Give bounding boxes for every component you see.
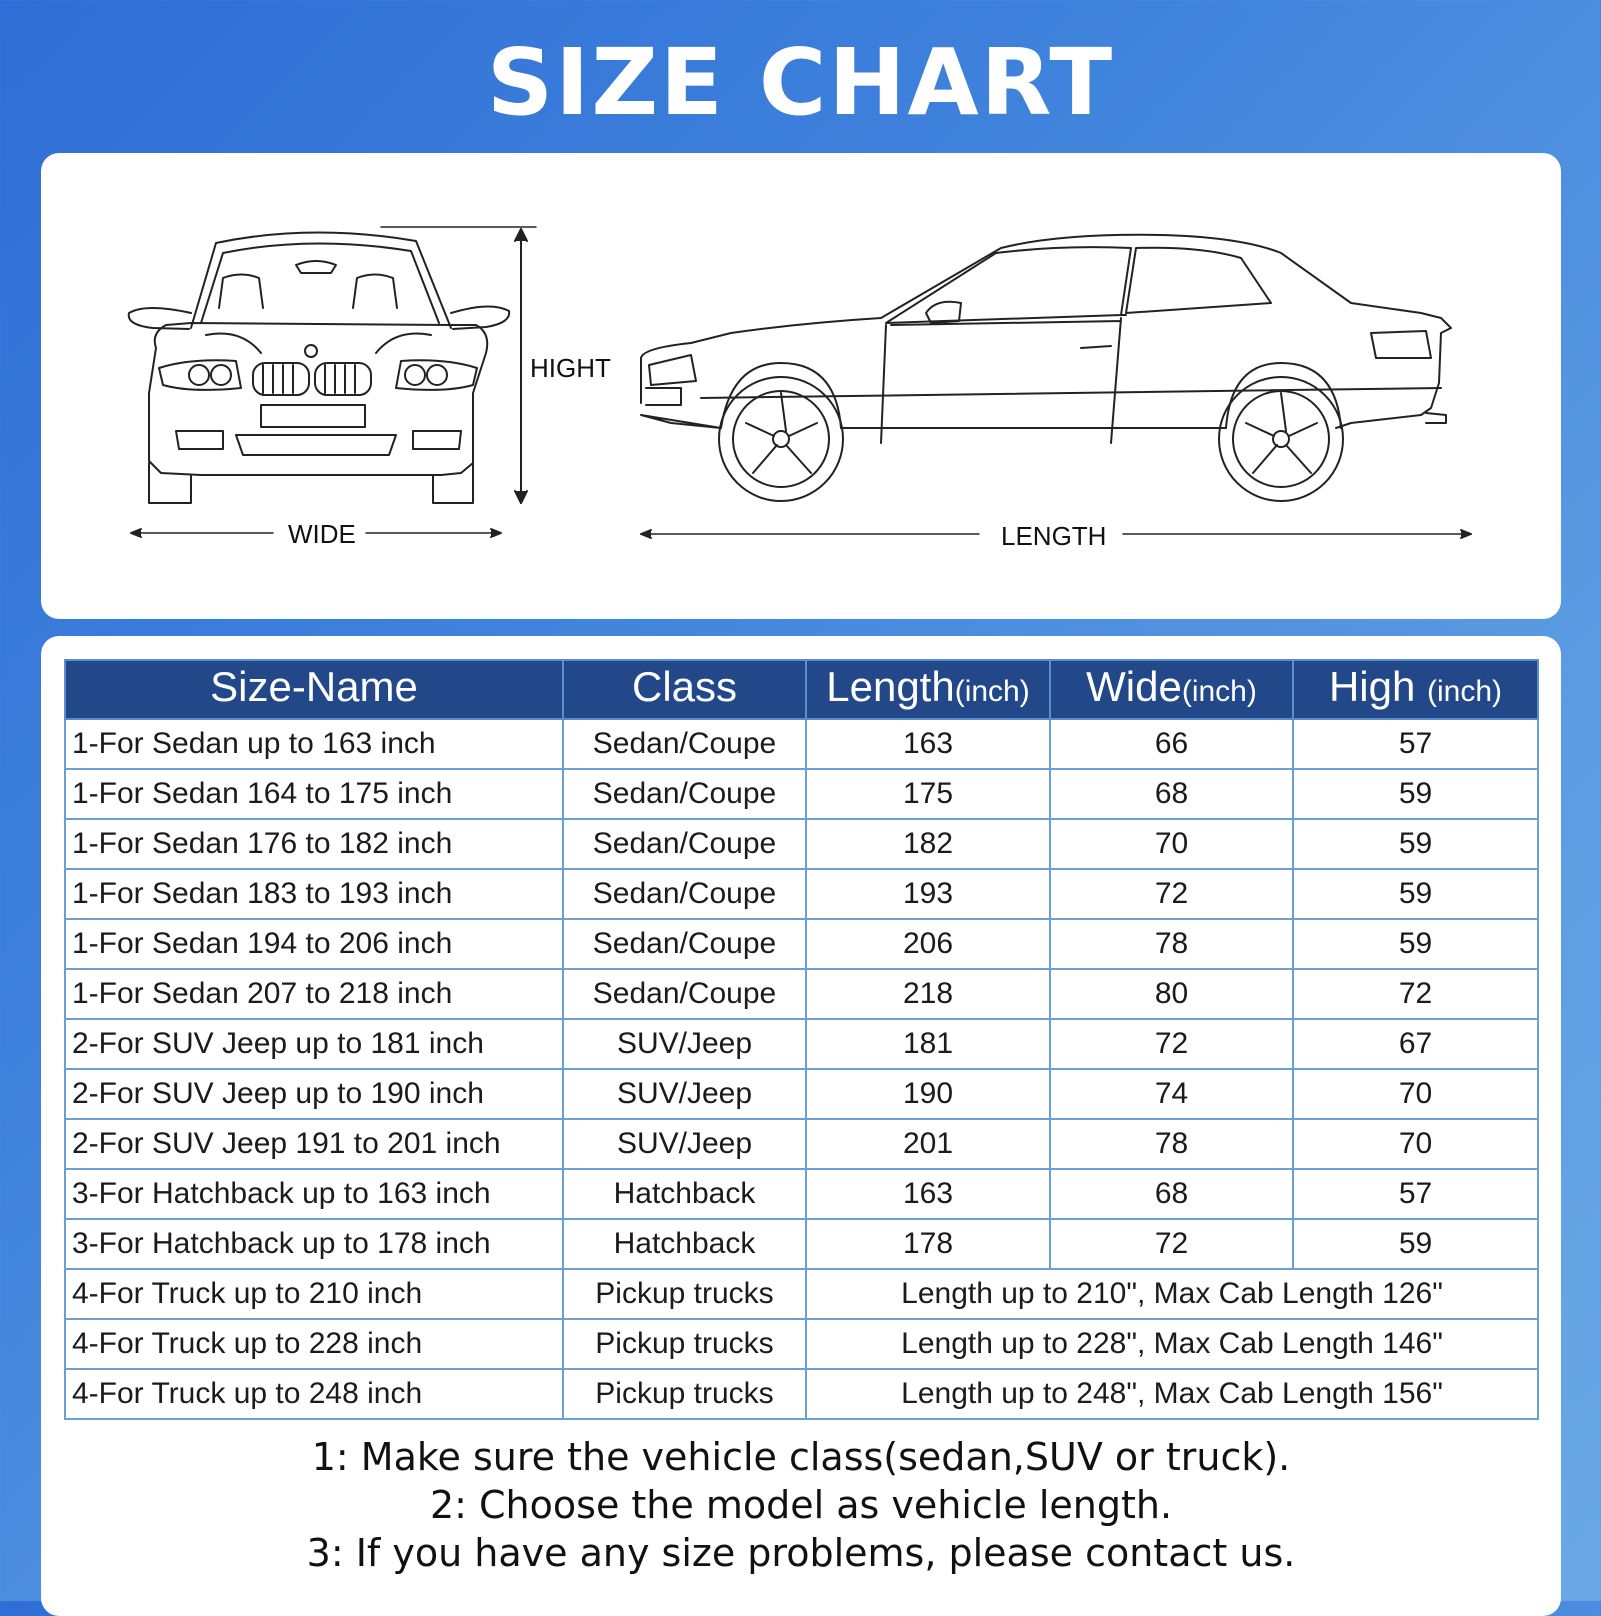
size-name-cell: 1-For Sedan 207 to 218 inch	[65, 969, 563, 1019]
size-name-cell: 4-For Truck up to 228 inch	[65, 1319, 563, 1369]
table-header-row	[65, 660, 1538, 719]
truck-spec-cell: Length up to 210", Max Cab Length 126"	[806, 1269, 1538, 1319]
high-cell: 70	[1293, 1069, 1538, 1119]
wide-cell: 72	[1050, 1219, 1293, 1269]
note-line: 2: Choose the model as vehicle length.	[429, 1483, 1173, 1527]
header-size-name: Size-Name	[65, 660, 563, 719]
wide-dimension-label: WIDE	[288, 519, 356, 549]
size-table	[64, 659, 1539, 1420]
length-cell: 218	[806, 969, 1050, 1019]
header-length: Length(inch)	[806, 660, 1050, 719]
class-cell: SUV/Jeep	[563, 1119, 806, 1169]
wide-cell: 68	[1050, 769, 1293, 819]
table-row	[65, 1269, 1538, 1319]
class-cell: Sedan/Coupe	[563, 919, 806, 969]
wide-cell: 80	[1050, 969, 1293, 1019]
size-name-cell: 1-For Sedan 164 to 175 inch	[65, 769, 563, 819]
length-cell: 181	[806, 1019, 1050, 1069]
table-row	[65, 719, 1538, 769]
wide-cell: 74	[1050, 1069, 1293, 1119]
header-class: Class	[563, 660, 806, 719]
note-line: 3: If you have any size problems, please contact us.	[306, 1531, 1296, 1575]
high-cell: 59	[1293, 919, 1538, 969]
size-table-panel	[41, 636, 1561, 1616]
class-cell: Sedan/Coupe	[563, 819, 806, 869]
car-front-view-illustration	[129, 232, 509, 503]
length-cell: 163	[806, 1169, 1050, 1219]
size-name-cell: 2-For SUV Jeep up to 190 inch	[65, 1069, 563, 1119]
size-name-cell: 1-For Sedan 194 to 206 inch	[65, 919, 563, 969]
class-cell: Sedan/Coupe	[563, 869, 806, 919]
table-row	[65, 969, 1538, 1019]
length-cell: 178	[806, 1219, 1050, 1269]
length-cell: 193	[806, 869, 1050, 919]
length-cell: 182	[806, 819, 1050, 869]
class-cell: SUV/Jeep	[563, 1019, 806, 1069]
high-cell: 59	[1293, 819, 1538, 869]
truck-spec-cell: Length up to 228", Max Cab Length 146"	[806, 1319, 1538, 1369]
class-cell: Sedan/Coupe	[563, 719, 806, 769]
class-cell: Pickup trucks	[563, 1269, 806, 1319]
high-cell: 67	[1293, 1019, 1538, 1069]
vehicle-diagram	[41, 153, 1561, 619]
header-high: High (inch)	[1293, 660, 1538, 719]
table-row	[65, 1119, 1538, 1169]
wide-cell: 68	[1050, 1169, 1293, 1219]
table-row	[65, 819, 1538, 869]
truck-spec-cell: Length up to 248", Max Cab Length 156"	[806, 1369, 1538, 1419]
table-row	[65, 1319, 1538, 1369]
class-cell: SUV/Jeep	[563, 1069, 806, 1119]
page-title: SIZE CHART	[486, 29, 1115, 136]
high-cell: 59	[1293, 769, 1538, 819]
table-row	[65, 1069, 1538, 1119]
length-dimension-label: LENGTH	[1001, 521, 1107, 551]
table-row	[65, 869, 1538, 919]
class-cell: Sedan/Coupe	[563, 769, 806, 819]
size-name-cell: 1-For Sedan 183 to 193 inch	[65, 869, 563, 919]
table-row	[65, 1369, 1538, 1419]
class-cell: Pickup trucks	[563, 1369, 806, 1419]
table-row	[65, 1169, 1538, 1219]
wide-cell: 78	[1050, 1119, 1293, 1169]
table-row	[65, 1019, 1538, 1069]
size-name-cell: 4-For Truck up to 210 inch	[65, 1269, 563, 1319]
table-row	[65, 919, 1538, 969]
size-name-cell: 2-For SUV Jeep up to 181 inch	[65, 1019, 563, 1069]
high-cell: 72	[1293, 969, 1538, 1019]
size-name-cell: 4-For Truck up to 248 inch	[65, 1369, 563, 1419]
high-cell: 59	[1293, 1219, 1538, 1269]
high-cell: 57	[1293, 719, 1538, 769]
size-name-cell: 1-For Sedan up to 163 inch	[65, 719, 563, 769]
header-wide: Wide(inch)	[1050, 660, 1293, 719]
instructions-notes	[41, 1433, 1561, 1577]
class-cell: Sedan/Coupe	[563, 969, 806, 1019]
length-cell: 163	[806, 719, 1050, 769]
table-row	[65, 769, 1538, 819]
class-cell: Hatchback	[563, 1219, 806, 1269]
length-cell: 175	[806, 769, 1050, 819]
car-side-view-illustration	[641, 235, 1451, 501]
length-cell: 190	[806, 1069, 1050, 1119]
wide-cell: 70	[1050, 819, 1293, 869]
table-row	[65, 1219, 1538, 1269]
size-name-cell: 3-For Hatchback up to 163 inch	[65, 1169, 563, 1219]
size-name-cell: 1-For Sedan 176 to 182 inch	[65, 819, 563, 869]
note-line: 1: Make sure the vehicle class(sedan,SUV or truck).	[311, 1435, 1291, 1479]
length-cell: 201	[806, 1119, 1050, 1169]
high-cell: 57	[1293, 1169, 1538, 1219]
height-dimension-label: HIGHT	[530, 353, 611, 383]
wide-cell: 72	[1050, 1019, 1293, 1069]
class-cell: Hatchback	[563, 1169, 806, 1219]
wide-cell: 66	[1050, 719, 1293, 769]
length-cell: 206	[806, 919, 1050, 969]
size-name-cell: 2-For SUV Jeep 191 to 201 inch	[65, 1119, 563, 1169]
wide-cell: 72	[1050, 869, 1293, 919]
wide-cell: 78	[1050, 919, 1293, 969]
high-cell: 70	[1293, 1119, 1538, 1169]
high-cell: 59	[1293, 869, 1538, 919]
size-name-cell: 3-For Hatchback up to 178 inch	[65, 1219, 563, 1269]
vehicle-diagram-panel	[41, 153, 1561, 619]
class-cell: Pickup trucks	[563, 1319, 806, 1369]
